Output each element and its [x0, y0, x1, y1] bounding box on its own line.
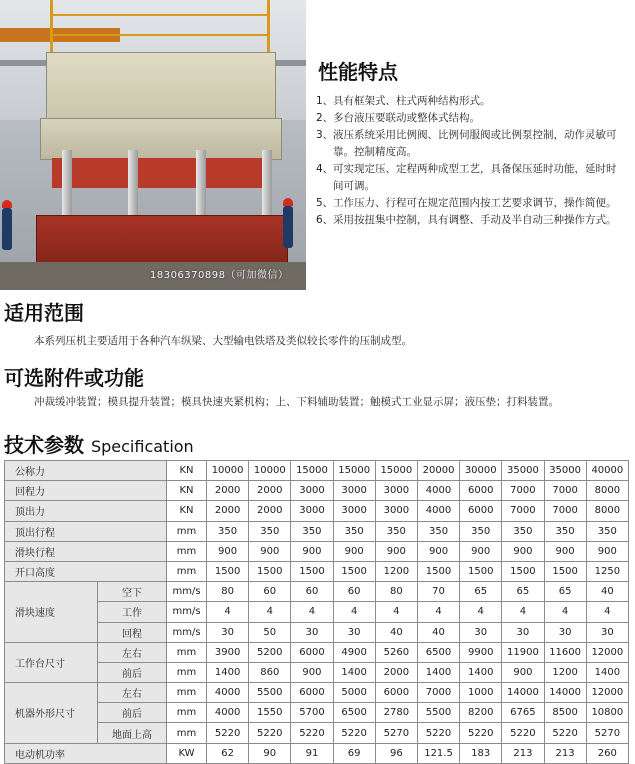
spec-value: 40: [375, 622, 417, 642]
spec-row: [5, 481, 629, 501]
spec-value: 30000: [460, 461, 502, 481]
spec-param-name: 滑块行程: [5, 541, 167, 561]
spec-value: 6000: [291, 683, 333, 703]
spec-sub-name: 前后: [98, 703, 167, 723]
scope-text: 本系列压机主要适用于各种汽车纵梁、大型输电铁塔及类似较长零件的压制成型。: [34, 335, 412, 347]
feature-number: 6、: [316, 214, 334, 226]
spec-group-name: 滑块速度: [5, 582, 98, 643]
spec-value: 3000: [333, 481, 375, 501]
spec-unit: mm: [167, 723, 207, 743]
spec-value: 62: [207, 743, 249, 763]
spec-sub-name: 工作: [98, 602, 167, 622]
spec-value: 8500: [544, 703, 586, 723]
spec-value: 900: [333, 541, 375, 561]
spec-value: 5260: [375, 642, 417, 662]
features-title: 性能特点: [318, 60, 398, 84]
feature-item: [316, 161, 626, 195]
spec-value: 1400: [417, 662, 459, 682]
spec-value: 12000: [586, 642, 628, 662]
scope-title: 适用范围: [4, 301, 84, 325]
spec-value: 900: [502, 541, 544, 561]
spec-value: 80: [375, 582, 417, 602]
spec-value: 900: [502, 662, 544, 682]
spec-value: 8000: [586, 501, 628, 521]
spec-value: 65: [460, 582, 502, 602]
spec-value: 4: [375, 602, 417, 622]
spec-value: 900: [417, 541, 459, 561]
spec-value: 3000: [375, 501, 417, 521]
spec-unit: mm: [167, 642, 207, 662]
spec-value: 20000: [417, 461, 459, 481]
spec-row: [5, 521, 629, 541]
spec-value: 5270: [586, 723, 628, 743]
feature-text: 工作压力、行程可在规定范围内按工艺要求调节，操作简便。: [333, 197, 617, 209]
spec-value: 4: [460, 602, 502, 622]
spec-value: 35000: [544, 461, 586, 481]
spec-value: 1200: [375, 561, 417, 581]
spec-value: 900: [586, 541, 628, 561]
spec-unit: mm: [167, 662, 207, 682]
spec-value: 6500: [417, 642, 459, 662]
spec-value: 5000: [333, 683, 375, 703]
spec-value: 1400: [333, 662, 375, 682]
spec-value: 5220: [544, 723, 586, 743]
spec-param-name: 回程力: [5, 481, 167, 501]
spec-value: 9900: [460, 642, 502, 662]
spec-value: 80: [207, 582, 249, 602]
feature-number: 3、: [316, 129, 334, 141]
spec-title-cn: 技术参数: [4, 433, 84, 457]
spec-value: 30: [207, 622, 249, 642]
spec-value: 260: [586, 743, 628, 763]
spec-value: 900: [291, 541, 333, 561]
spec-unit: mm/s: [167, 602, 207, 622]
spec-unit: mm: [167, 561, 207, 581]
spec-value: 8200: [460, 703, 502, 723]
spec-sub-name: 回程: [98, 622, 167, 642]
spec-value: 6765: [502, 703, 544, 723]
spec-row: [5, 501, 629, 521]
spec-value: 2000: [375, 662, 417, 682]
spec-value: 1500: [291, 561, 333, 581]
spec-value: 3900: [207, 642, 249, 662]
spec-title-en: Specification: [90, 437, 194, 456]
worker-helmet-icon: [2, 200, 12, 208]
feature-number: 2、: [316, 112, 334, 124]
spec-value: 60: [291, 582, 333, 602]
options-text: 冲裁缓冲装置；模具提升装置；模具快速夹紧机构；上、下料辅助装置；触模式工业显示屏；液压垫；打料装置。: [34, 396, 559, 408]
spec-value: 4000: [207, 703, 249, 723]
spec-row: [5, 683, 629, 703]
press-slide: [52, 158, 272, 188]
spec-value: 860: [249, 662, 291, 682]
spec-value: 65: [502, 582, 544, 602]
spec-title: [4, 429, 194, 458]
spec-value: 60: [249, 582, 291, 602]
spec-value: 4900: [333, 642, 375, 662]
spec-value: 30: [586, 622, 628, 642]
spec-row: [5, 461, 629, 481]
spec-value: 5200: [249, 642, 291, 662]
worker-figure: [2, 208, 12, 250]
spec-value: 15000: [333, 461, 375, 481]
feature-text: 采用按扭集中控制，具有调整、手动及半自动三种操作方式。: [333, 214, 617, 226]
spec-value: 96: [375, 743, 417, 763]
spec-value: 6500: [333, 703, 375, 723]
spec-value: 900: [375, 541, 417, 561]
spec-value: 4000: [207, 683, 249, 703]
spec-value: 121.5: [417, 743, 459, 763]
spec-value: 2780: [375, 703, 417, 723]
spec-value: 40: [586, 582, 628, 602]
spec-value: 5220: [417, 723, 459, 743]
feature-number: 5、: [316, 197, 334, 209]
spec-unit: mm: [167, 521, 207, 541]
spec-row: [5, 561, 629, 581]
spec-value: 350: [544, 521, 586, 541]
spec-value: 30: [291, 622, 333, 642]
spec-unit: KN: [167, 481, 207, 501]
spec-value: 30: [460, 622, 502, 642]
spec-value: 183: [460, 743, 502, 763]
spec-value: 350: [460, 521, 502, 541]
spec-sub-name: 左右: [98, 683, 167, 703]
spec-value: 91: [291, 743, 333, 763]
spec-value: 4: [502, 602, 544, 622]
feature-item: [316, 110, 626, 127]
spec-value: 8000: [586, 481, 628, 501]
spec-value: 350: [249, 521, 291, 541]
spec-value: 1500: [207, 561, 249, 581]
spec-group-name: 工作台尺寸: [5, 642, 98, 682]
feature-number: 4、: [316, 163, 334, 175]
spec-unit: mm/s: [167, 622, 207, 642]
spec-unit: KN: [167, 461, 207, 481]
spec-value: 5700: [291, 703, 333, 723]
spec-row: [5, 602, 629, 622]
spec-value: 4000: [417, 501, 459, 521]
spec-value: 1500: [460, 561, 502, 581]
spec-unit: mm: [167, 703, 207, 723]
spec-value: 213: [502, 743, 544, 763]
spec-value: 1400: [207, 662, 249, 682]
spec-row: [5, 541, 629, 561]
spec-table-body: [5, 461, 629, 764]
spec-value: 2000: [249, 481, 291, 501]
spec-value: 350: [291, 521, 333, 541]
spec-value: 3000: [333, 501, 375, 521]
spec-table: [4, 460, 629, 764]
spec-unit: KN: [167, 501, 207, 521]
spec-value: 7000: [502, 481, 544, 501]
worker-figure: [283, 206, 293, 248]
spec-value: 30: [544, 622, 586, 642]
spec-value: 5220: [207, 723, 249, 743]
spec-value: 5500: [417, 703, 459, 723]
spec-value: 15000: [375, 461, 417, 481]
spec-value: 4: [249, 602, 291, 622]
spec-value: 4: [544, 602, 586, 622]
spec-value: 5220: [249, 723, 291, 743]
spec-value: 3000: [291, 501, 333, 521]
spec-value: 10000: [249, 461, 291, 481]
spec-value: 5220: [333, 723, 375, 743]
spec-value: 1400: [586, 662, 628, 682]
spec-value: 2000: [249, 501, 291, 521]
spec-value: 5270: [375, 723, 417, 743]
spec-value: 50: [249, 622, 291, 642]
spec-value: 6000: [460, 481, 502, 501]
spec-value: 35000: [502, 461, 544, 481]
spec-value: 14000: [502, 683, 544, 703]
spec-value: 10000: [207, 461, 249, 481]
spec-value: 7000: [502, 501, 544, 521]
spec-value: 213: [544, 743, 586, 763]
spec-value: 1250: [586, 561, 628, 581]
worker-helmet-icon: [283, 198, 293, 206]
spec-row: [5, 622, 629, 642]
spec-value: 1000: [460, 683, 502, 703]
feature-text: 多台液压要联动或整体式结构。: [333, 112, 480, 124]
spec-value: 350: [417, 521, 459, 541]
spec-value: 5500: [249, 683, 291, 703]
spec-value: 350: [586, 521, 628, 541]
press-upper-beam: [40, 118, 282, 160]
spec-value: 7000: [544, 501, 586, 521]
spec-value: 4: [417, 602, 459, 622]
spec-value: 900: [460, 541, 502, 561]
spec-value: 30: [333, 622, 375, 642]
spec-value: 1200: [544, 662, 586, 682]
railing-bar: [50, 34, 270, 36]
spec-value: 350: [502, 521, 544, 541]
spec-value: 4000: [417, 481, 459, 501]
spec-value: 3000: [375, 481, 417, 501]
spec-value: 6000: [291, 642, 333, 662]
spec-row: [5, 582, 629, 602]
spec-value: 69: [333, 743, 375, 763]
spec-value: 1500: [502, 561, 544, 581]
spec-value: 12000: [586, 683, 628, 703]
spec-sub-name: 前后: [98, 662, 167, 682]
spec-value: 5220: [460, 723, 502, 743]
features-list: [316, 93, 626, 229]
spec-value: 350: [207, 521, 249, 541]
spec-value: 60: [333, 582, 375, 602]
spec-value: 7000: [544, 481, 586, 501]
spec-value: 1500: [333, 561, 375, 581]
spec-value: 2000: [207, 501, 249, 521]
feature-text: 液压系统采用比例阀、比例伺服阀或比例泵控制，动作灵敏可靠。控制精度高。: [333, 129, 617, 158]
spec-value: 4: [333, 602, 375, 622]
spec-unit: KW: [167, 743, 207, 763]
spec-value: 5220: [502, 723, 544, 743]
spec-sub-name: 地面上高: [98, 723, 167, 743]
spec-value: 6000: [375, 683, 417, 703]
spec-value: 1400: [460, 662, 502, 682]
spec-value: 40: [417, 622, 459, 642]
spec-row: [5, 743, 629, 763]
photo-watermark: 18306370898（可加微信）: [150, 270, 289, 281]
feature-item: [316, 212, 626, 229]
spec-value: 1550: [249, 703, 291, 723]
spec-value: 900: [544, 541, 586, 561]
press-crown: [46, 52, 276, 124]
spec-sub-name: 空下: [98, 582, 167, 602]
feature-item: [316, 127, 626, 161]
spec-value: 11600: [544, 642, 586, 662]
spec-param-name: 顶出行程: [5, 521, 167, 541]
spec-row: [5, 662, 629, 682]
feature-number: 1、: [316, 95, 334, 107]
spec-value: 6000: [460, 501, 502, 521]
spec-value: 5220: [291, 723, 333, 743]
spec-row: [5, 703, 629, 723]
spec-group-name: 机器外形尺寸: [5, 683, 98, 744]
spec-value: 4: [291, 602, 333, 622]
spec-value: 1500: [249, 561, 291, 581]
spec-value: 65: [544, 582, 586, 602]
spec-value: 1500: [417, 561, 459, 581]
product-photo: [0, 0, 306, 290]
spec-value: 4: [586, 602, 628, 622]
spec-row: [5, 723, 629, 743]
spec-value: 14000: [544, 683, 586, 703]
spec-param-name: 开口高度: [5, 561, 167, 581]
spec-value: 900: [291, 662, 333, 682]
spec-value: 7000: [417, 683, 459, 703]
spec-unit: mm: [167, 541, 207, 561]
spec-value: 3000: [291, 481, 333, 501]
spec-value: 900: [249, 541, 291, 561]
options-title: 可选附件或功能: [4, 366, 144, 390]
spec-param-name: 顶出力: [5, 501, 167, 521]
spec-value: 350: [333, 521, 375, 541]
spec-value: 900: [207, 541, 249, 561]
spec-value: 2000: [207, 481, 249, 501]
spec-value: 4: [207, 602, 249, 622]
spec-param-name: 电动机功率: [5, 743, 167, 763]
feature-item: [316, 93, 626, 110]
spec-value: 11900: [502, 642, 544, 662]
spec-value: 15000: [291, 461, 333, 481]
feature-text: 具有框架式、柱式两种结构形式。: [333, 95, 491, 107]
feature-text: 可实现定压、定程两种成型工艺，具备保压延时功能，延时时间可调。: [333, 163, 617, 192]
spec-value: 10800: [586, 703, 628, 723]
spec-value: 30: [502, 622, 544, 642]
spec-value: 90: [249, 743, 291, 763]
spec-unit: mm: [167, 683, 207, 703]
railing-bar: [50, 14, 270, 16]
spec-value: 70: [417, 582, 459, 602]
spec-value: 1500: [544, 561, 586, 581]
spec-param-name: 公称力: [5, 461, 167, 481]
feature-item: [316, 195, 626, 212]
spec-value: 350: [375, 521, 417, 541]
spec-value: 40000: [586, 461, 628, 481]
spec-unit: mm/s: [167, 582, 207, 602]
spec-sub-name: 左右: [98, 642, 167, 662]
spec-row: [5, 642, 629, 662]
